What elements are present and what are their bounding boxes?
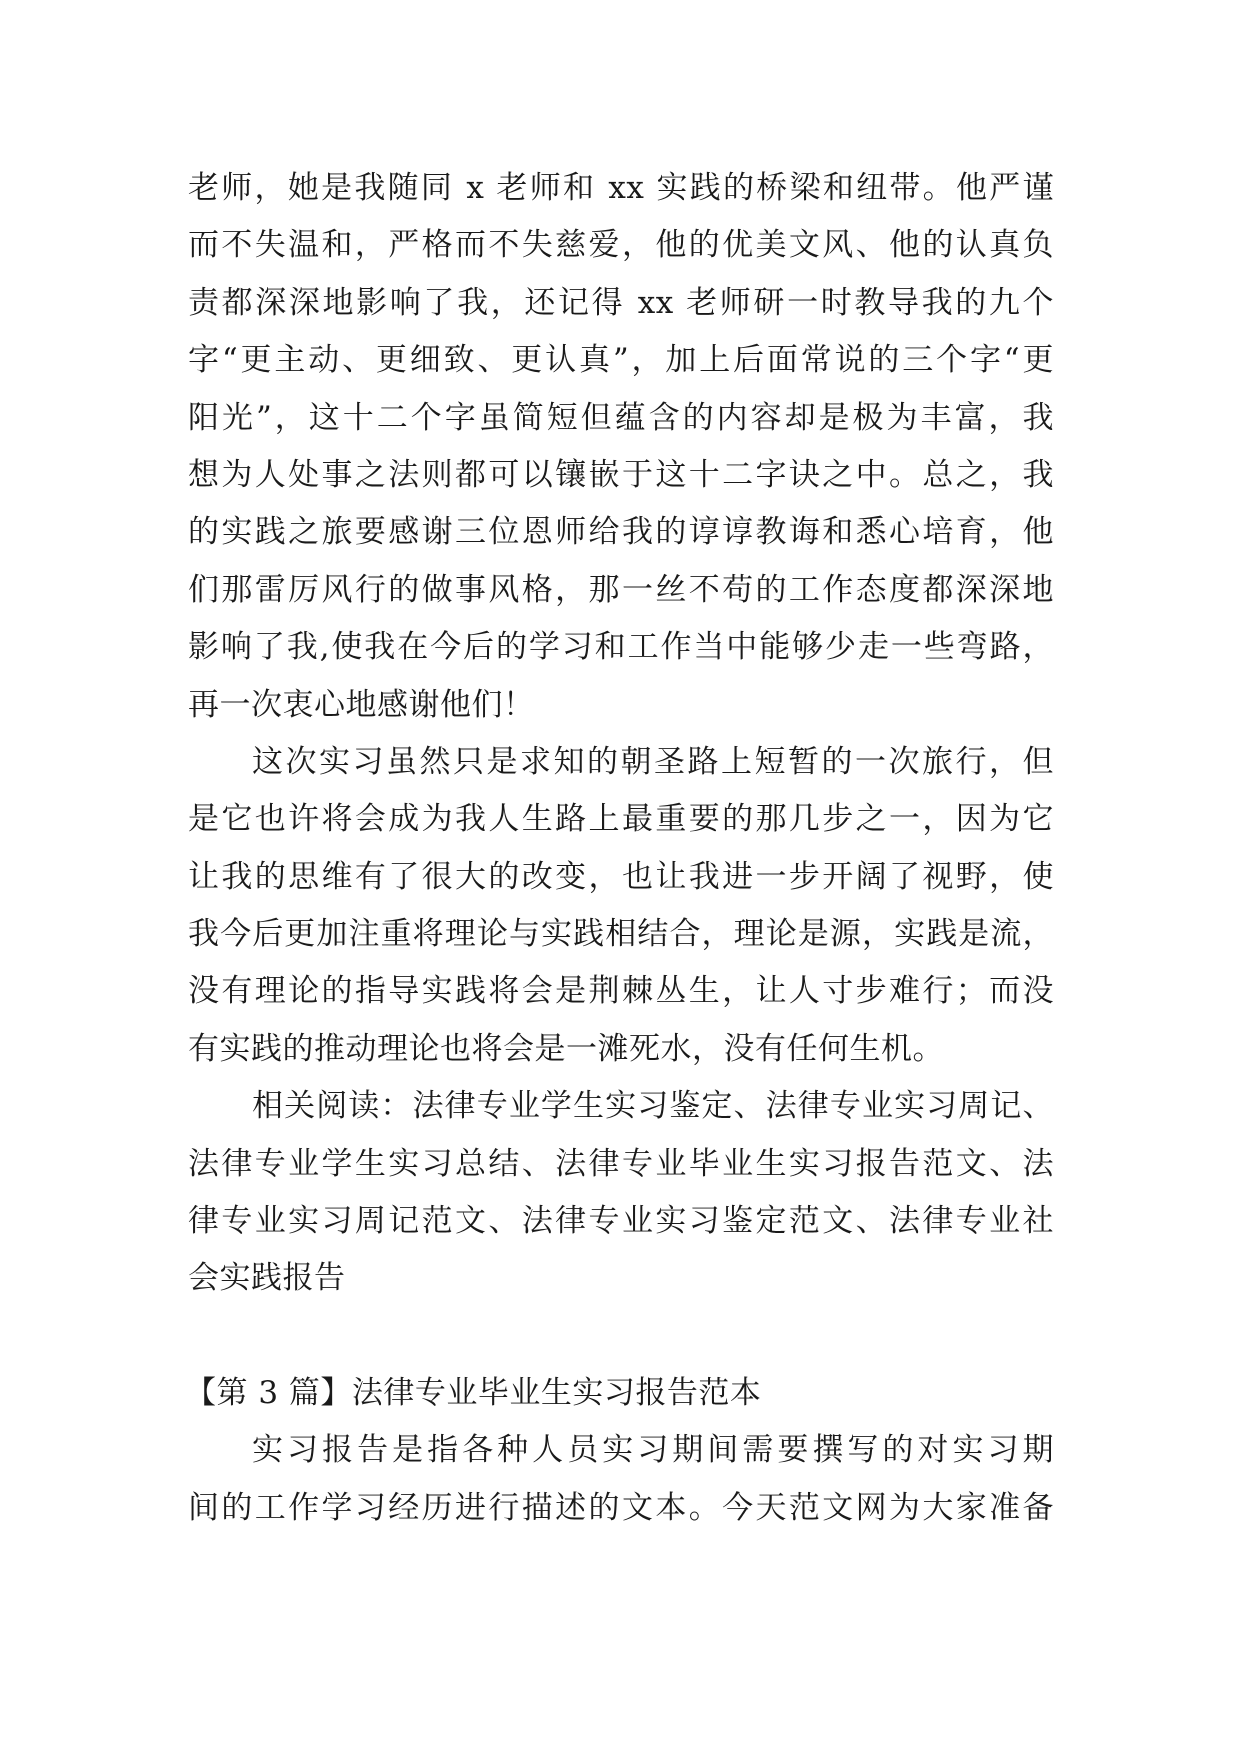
- text-line: 实习报告是指各种人员实习期间需要撰写的对实习期: [252, 1432, 1054, 1469]
- section-spacer: [188, 1308, 1054, 1365]
- text-line: 阳光”，这十二个字虽简短但蕴含的内容却是极为丰富，我: [188, 399, 1054, 436]
- paragraph-intro: [188, 1422, 1054, 1537]
- text-line: 这次实习虽然只是求知的朝圣路上短暂的一次旅行，但: [252, 743, 1054, 780]
- section-heading: 【第 3 篇】法律专业毕业生实习报告范本: [185, 1374, 762, 1411]
- text-line: 的实践之旅要感谢三位恩师给我的谆谆教诲和悉心培育，他: [188, 514, 1054, 551]
- text-line: 相关阅读：法律专业学生实习鉴定、法律专业实习周记、: [252, 1088, 1054, 1125]
- text-line: 影响了我,使我在今后的学习和工作当中能够少走一些弯路，: [188, 629, 1054, 666]
- text-line: 让我的思维有了很大的改变，也让我进一步开阔了视野，使: [188, 858, 1054, 895]
- paragraph-gratitude: [188, 160, 1054, 734]
- text-line: 老师，她是我随同 x 老师和 xx 实践的桥梁和纽带。他严谨: [188, 170, 1054, 206]
- text-line: 我今后更加注重将理论与实践相结合，理论是源，实践是流，: [188, 916, 1054, 953]
- text-line: 想为人处事之法则都可以镶嵌于这十二字诀之中。总之，我: [188, 456, 1054, 493]
- text-line: 责都深深地影响了我，还记得 xx 老师研一时教导我的九个: [188, 284, 1054, 321]
- text-line: 法律专业学生实习总结、法律专业毕业生实习报告范文、法: [188, 1145, 1054, 1182]
- document-body: [185, 160, 1054, 1537]
- text-line: 没有理论的指导实践将会是荆棘丛生，让人寸步难行；而没: [188, 973, 1054, 1010]
- text-line: 是它也许将会成为我人生路上最重要的那几步之一，因为它: [188, 801, 1054, 838]
- text-line: 们那雷厉风行的做事风格，那一丝不苟的工作态度都深深地: [188, 571, 1054, 608]
- paragraph-reflection: [188, 734, 1054, 1078]
- text-line: 而不失温和，严格而不失慈爱，他的优美文风、他的认真负: [188, 227, 1054, 264]
- paragraph-related-reading: [188, 1078, 1054, 1308]
- text-line: 有实践的推动理论也将会是一滩死水，没有任何生机。: [188, 1030, 944, 1067]
- text-line: 再一次衷心地感谢他们！: [188, 686, 535, 723]
- text-line: 律专业实习周记范文、法律专业实习鉴定范文、法律专业社: [188, 1203, 1054, 1240]
- text-line: 会实践报告: [188, 1260, 346, 1297]
- text-line: 间的工作学习经历进行描述的文本。今天范文网为大家准备: [188, 1489, 1054, 1526]
- text-line: 字“更主动、更细致、更认真”，加上后面常说的三个字“更: [188, 342, 1054, 379]
